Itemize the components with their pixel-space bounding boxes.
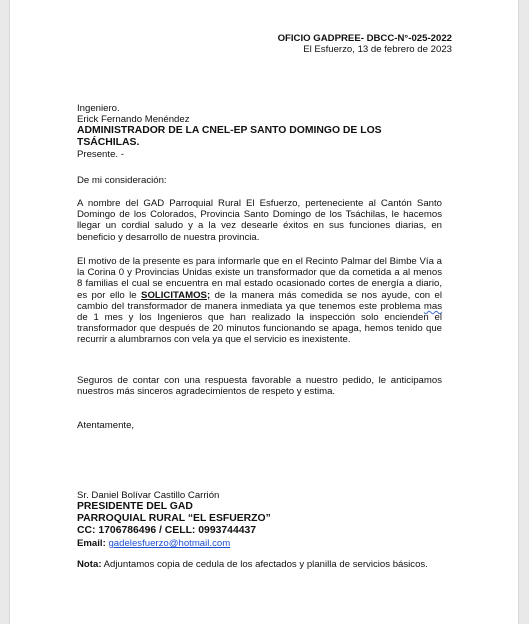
recipient-position-line1: ADMINISTRADOR DE LA CNEL-EP SANTO DOMINGO DE LOS [77, 125, 382, 136]
email-link[interactable]: gadelesfuerzo@hotmail.com [108, 538, 231, 549]
paragraph-request [77, 256, 442, 346]
recipient-title: Ingeniero. [77, 103, 120, 114]
presente-line: Presente. - [77, 149, 124, 160]
document-page [9, 0, 519, 624]
request-text-a: El motivo de la presente es para informarle que en el Recinto Palmar del Bimbe Vía a la Corina 0 y Provincias Unidas existe un transformador que da cometida a al menos 8 familias el cual se encuentra en mal estado ocasionado cortes de energía a diario, es por ello le [77, 256, 442, 301]
note-label: Nota: [77, 559, 102, 570]
recipient-position-line2: TSÁCHILAS. [77, 137, 140, 148]
signature-role-line2: PARROQUIAL RURAL “EL ESFUERZO” [77, 513, 271, 524]
place-date: El Esfuerzo, 13 de febrero de 2023 [303, 44, 452, 55]
signature-role-line1: PRESIDENTE DEL GAD [77, 501, 193, 512]
paragraph-greeting: A nombre del GAD Parroquial Rural El Esfuerzo, perteneciente al Cantón Santo Domingo de los Colorados, Provincia Santo Domingo de los Tsáchilas, le hacemos llegar un cordial saludo y a la vez desearle éxitos en sus funciones diarias, en beneficio y desarrollo de nuestra provincia. [77, 198, 442, 243]
request-text-b: de la manera más comedida se nos ayude, con el cambio del transformador de manera inmediata ya que tenemos este problema [77, 289, 442, 312]
email-label: Email: [77, 538, 106, 549]
recipient-name: Erick Fernando Menéndez [77, 114, 190, 125]
request-text-c: de 1 mes y los Ingenieros que han realizado la inspección solo encienden el transformador que después de 20 minutos funcionando se apaga, hemos tenido que recurrir a alumbrarnos con vela ya que el servicio es inexistente. [77, 312, 442, 346]
signature-email-line [77, 538, 230, 549]
signature-phones: CC: 1706786496 / CELL: 0993744437 [77, 525, 257, 536]
note-paragraph [77, 559, 442, 570]
signature-name: Sr. Daniel Bolívar Castillo Carrión [77, 490, 220, 501]
salutation: De mi consideración: [77, 175, 167, 186]
closing: Atentamente, [77, 420, 135, 431]
oficio-number: OFICIO GADPREE- DBCC-N°-025-2022 [277, 33, 452, 44]
spellcheck-word: mas [423, 300, 442, 312]
request-emphasis: SOLICITAMOS; [141, 289, 211, 301]
paragraph-thanks: Seguros de contar con una respuesta favorable a nuestro pedido, le anticipamos nuestros más sinceros agradecimientos de respeto y estima. [77, 375, 442, 398]
note-text: Adjuntamos copia de cedula de los afectados y planilla de servicios básicos. [101, 559, 428, 570]
